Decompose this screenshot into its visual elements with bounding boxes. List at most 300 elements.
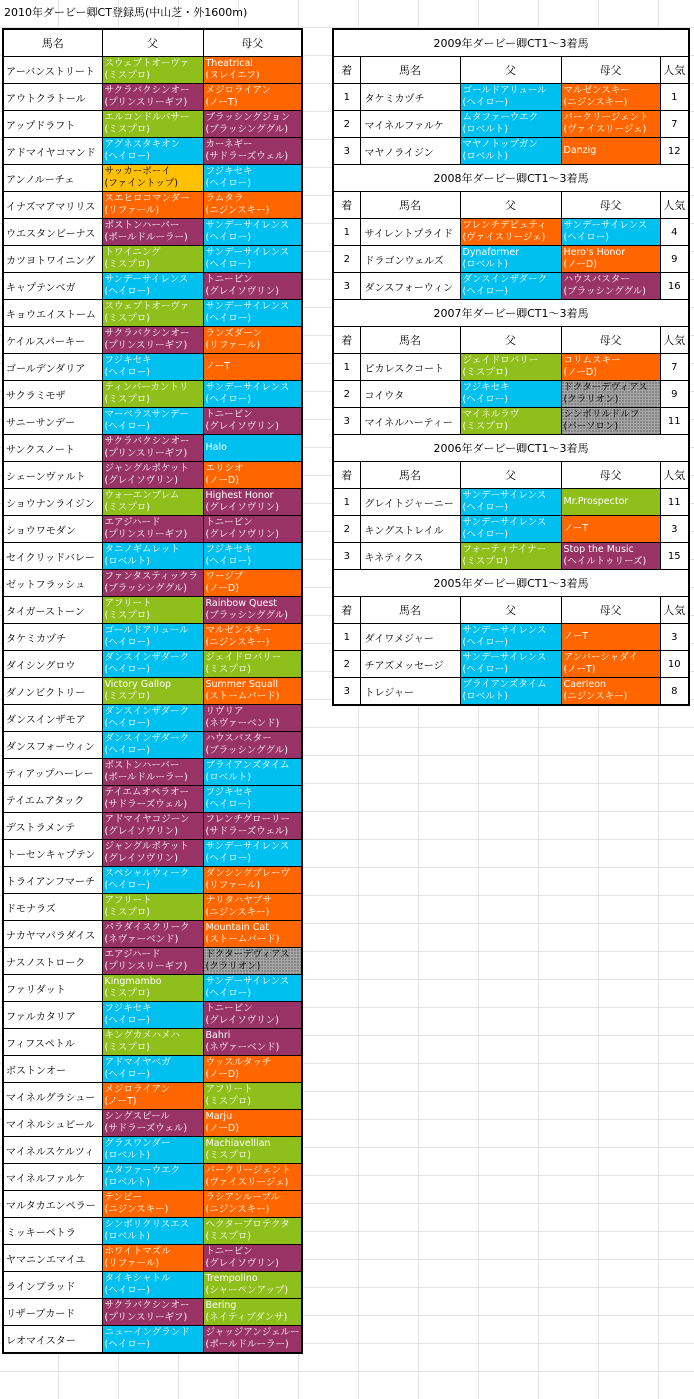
table-row — [3, 192, 302, 219]
table-row — [3, 813, 302, 840]
pedigree-line-lineage: (グレイソヴリン) — [205, 1015, 279, 1026]
pedigree-line-main: マルゼンスキー — [205, 625, 272, 636]
horse-name: ダンスインザモア — [3, 705, 102, 732]
pedigree-line-main: ランズダーン — [205, 328, 263, 339]
pedigree-line-main: パークリージェント — [563, 112, 649, 123]
horse-name: マイネルスケルツィ — [3, 1137, 102, 1164]
pedigree-line-lineage: (ミスプロ) — [104, 988, 150, 999]
column-header: 着 — [333, 327, 360, 354]
pedigree-line-main: フジキセキ — [462, 382, 510, 393]
pedigree-line-lineage: (ニジンスキー) — [205, 637, 270, 648]
horse-name: シェーンヴァルト — [3, 462, 102, 489]
horse-name: トライアンフマーチ — [3, 867, 102, 894]
table-row — [3, 219, 302, 246]
horse-name: キングストレイル — [360, 516, 460, 543]
broodmare-sire-cell — [203, 462, 302, 489]
popularity: 1 — [660, 84, 689, 111]
sire-cell — [102, 705, 203, 732]
pedigree-line-main: ジャングルポケット — [104, 841, 189, 852]
pedigree-line-main: テイエムオペラオー — [104, 787, 189, 798]
horse-name: ドラゴンウェルズ — [360, 246, 460, 273]
finish-position: 3 — [333, 678, 360, 706]
broodmare-sire-cell — [561, 516, 660, 543]
pedigree-line-main: Machiavellian — [205, 1138, 271, 1149]
table-row — [3, 732, 302, 759]
pedigree-line-lineage: (ミスプロ) — [104, 394, 150, 405]
sire-cell — [102, 84, 203, 111]
horse-name: タケミカヅチ — [3, 624, 102, 651]
pedigree-line-lineage: (ブラッシンググル) — [104, 583, 188, 594]
pedigree-line-main: Mr.Prospector — [563, 496, 629, 507]
broodmare-sire-cell — [203, 84, 302, 111]
pedigree-line-main: フジキセキ — [205, 787, 253, 798]
sire-cell — [102, 1002, 203, 1029]
horse-name: ダイワメジャー — [360, 624, 460, 651]
finish-position: 3 — [333, 408, 360, 435]
section-title-row — [333, 570, 689, 597]
table-row — [3, 246, 302, 273]
broodmare-sire-cell — [203, 894, 302, 921]
pedigree-line-lineage: (ボールドルーラー) — [205, 1339, 289, 1350]
broodmare-sire-cell — [561, 246, 660, 273]
pedigree-line-lineage: (ヘイロー) — [205, 313, 251, 324]
section-header-row — [333, 462, 689, 489]
horse-name: ショウワモダン — [3, 516, 102, 543]
pedigree-line-main: サクラバクシンオー — [104, 328, 190, 339]
pedigree-line-main: Danzig — [563, 145, 597, 156]
pedigree-line-lineage: (ストームバード) — [205, 691, 280, 702]
finish-position: 2 — [333, 246, 360, 273]
pedigree-line-main: Highest Honor — [205, 490, 274, 501]
section-header-row — [333, 192, 689, 219]
pedigree-line-lineage: (ヘイロー) — [104, 421, 150, 432]
pedigree-line-main: Bahri — [205, 1030, 231, 1041]
horse-name: マイネルグラシュー — [3, 1083, 102, 1110]
pedigree-line-lineage: (リファール) — [205, 880, 261, 891]
column-header: 人気 — [660, 462, 689, 489]
pedigree-line-main: Marju — [205, 1111, 233, 1122]
sire-cell — [460, 624, 561, 651]
pedigree-line-lineage: (ヘイロー) — [462, 97, 508, 108]
table-row — [3, 273, 302, 300]
table-row — [3, 1218, 302, 1245]
broodmare-sire-cell — [203, 1137, 302, 1164]
broodmare-sire-cell — [203, 705, 302, 732]
pedigree-line-main: ヘクタープロテクタ — [205, 1219, 290, 1230]
pedigree-line-main: ボストンハーバー — [104, 760, 180, 771]
pedigree-line-lineage: (ニジンスキー) — [205, 205, 270, 216]
pedigree-line-lineage: (ニジンスキー) — [104, 1204, 169, 1215]
broodmare-sire-cell — [203, 921, 302, 948]
horse-name: ゴールデンダリア — [3, 354, 102, 381]
finish-position: 1 — [333, 354, 360, 381]
sire-cell — [460, 354, 561, 381]
sire-cell — [102, 489, 203, 516]
pedigree-line-lineage: (リファール) — [104, 205, 160, 216]
header-broodmare-sire: 母父 — [203, 29, 302, 57]
pedigree-line-lineage: (ニジンスキー) — [563, 691, 628, 702]
table-row — [3, 786, 302, 813]
broodmare-sire-cell — [203, 57, 302, 84]
finish-position: 2 — [333, 651, 360, 678]
table-row — [3, 138, 302, 165]
section-header-row — [333, 327, 689, 354]
pedigree-line-lineage: (ヘイロー) — [104, 718, 150, 729]
sire-cell — [460, 543, 561, 570]
table-row — [3, 921, 302, 948]
result-row — [333, 84, 689, 111]
horse-name: ダノンビクトリー — [3, 678, 102, 705]
pedigree-line-lineage: (ノーD) — [205, 1069, 239, 1080]
pedigree-line-lineage: (ヘイロー) — [205, 259, 251, 270]
pedigree-line-lineage: (ヘイロー) — [205, 556, 251, 567]
pedigree-line-main: テンビー — [104, 1192, 142, 1203]
pedigree-line-main: フレンチグローリー — [205, 814, 291, 825]
column-header: 着 — [333, 597, 360, 624]
pedigree-line-lineage: (ノーD) — [205, 475, 239, 486]
sire-cell — [102, 840, 203, 867]
pedigree-line-lineage: (ミスプロ) — [205, 664, 251, 675]
pedigree-line-lineage: (ミスプロ) — [104, 70, 150, 81]
pedigree-line-main: サンデーサイレンス — [205, 976, 290, 987]
horse-name: ゼットフラッシュ — [3, 570, 102, 597]
pedigree-line-main: ドクターデヴィアス — [205, 949, 290, 960]
result-row — [333, 381, 689, 408]
broodmare-sire-cell — [203, 1326, 302, 1354]
pedigree-line-lineage: (ノーD) — [563, 367, 597, 378]
sire-cell — [460, 111, 561, 138]
pedigree-line-main: サクラバクシンオー — [104, 85, 190, 96]
pedigree-line-main: アドマイヤコジーン — [104, 814, 190, 825]
pedigree-line-main: ジャングルポケット — [104, 463, 189, 474]
pedigree-line-main: トワイニング — [104, 247, 161, 258]
pedigree-line-lineage: (ブラッシンググル) — [205, 124, 289, 135]
table-row — [3, 624, 302, 651]
pedigree-line-lineage: (ヘイロー) — [205, 799, 251, 810]
sire-cell — [102, 732, 203, 759]
pedigree-line-lineage: (ニジンスキー) — [563, 97, 628, 108]
horse-name: カツヨトワイニング — [3, 246, 102, 273]
broodmare-sire-cell — [203, 975, 302, 1002]
pedigree-line-lineage: (プリンスリーギフ) — [104, 448, 188, 459]
horse-name: グレイトジャーニー — [360, 489, 460, 516]
pedigree-line-main: サンデーサイレンス — [104, 274, 189, 285]
pedigree-line-lineage: (ロベルト) — [462, 259, 508, 270]
horse-name: ファリダット — [3, 975, 102, 1002]
table-row — [3, 1164, 302, 1191]
popularity: 9 — [660, 381, 689, 408]
pedigree-line-main: メジロライアン — [104, 1084, 171, 1095]
sire-cell — [102, 111, 203, 138]
pedigree-line-main: ムタファーウエク — [462, 112, 539, 123]
horse-name: ショウナンライジン — [3, 489, 102, 516]
pedigree-line-main: タニノギムレット — [104, 544, 180, 555]
header-horse-name: 馬名 — [3, 29, 102, 57]
pedigree-line-main: アグネスタキオン — [104, 139, 181, 150]
pedigree-line-main: ジェイドロバリー — [205, 652, 282, 663]
pedigree-line-main: リヴリア — [205, 706, 244, 717]
pedigree-line-main: Theatrical — [205, 58, 253, 69]
result-row — [333, 651, 689, 678]
pedigree-line-lineage: (ミスプロ) — [104, 691, 150, 702]
pedigree-line-main: エルコンドルパサー — [104, 112, 190, 123]
pedigree-line-main: アフリート — [104, 598, 152, 609]
horse-name: マイネルファルケ — [3, 1164, 102, 1191]
popularity: 4 — [660, 219, 689, 246]
broodmare-sire-cell — [203, 1164, 302, 1191]
column-header: 母父 — [561, 597, 660, 624]
horse-name: サイレントプライド — [360, 219, 460, 246]
popularity: 15 — [660, 543, 689, 570]
pedigree-line-lineage: (ネヴァーベンド) — [205, 718, 280, 729]
pedigree-line-lineage: (クラリオン) — [205, 961, 261, 972]
column-header: 母父 — [561, 57, 660, 84]
result-row — [333, 543, 689, 570]
horse-name: デストラメンテ — [3, 813, 102, 840]
pedigree-line-main: Kingmambo — [104, 976, 162, 987]
finish-position: 1 — [333, 84, 360, 111]
column-header: 馬名 — [360, 192, 460, 219]
broodmare-sire-cell — [203, 570, 302, 597]
horse-name: タケミカヅチ — [360, 84, 460, 111]
horse-name: キネティクス — [360, 543, 460, 570]
pedigree-line-main: ダンスインザダーク — [104, 706, 190, 717]
table-row — [3, 489, 302, 516]
broodmare-sire-cell — [203, 543, 302, 570]
pedigree-line-lineage: (ヘイロー) — [462, 637, 508, 648]
pedigree-line-main: マイネルラヴ — [462, 409, 520, 420]
horse-name: キャプテンベガ — [3, 273, 102, 300]
broodmare-sire-cell — [203, 1299, 302, 1326]
pedigree-line-lineage: (クラリオン) — [563, 394, 619, 405]
pedigree-line-main: Hero's Honor — [563, 247, 626, 258]
pedigree-line-main: ウッスルタッチ — [205, 1057, 272, 1068]
pedigree-line-main: Victory Gallop — [104, 679, 172, 690]
pedigree-line-lineage: (ヘイロー) — [104, 1015, 150, 1026]
pedigree-line-main: エアジハード — [104, 949, 161, 960]
section-header-row — [333, 597, 689, 624]
table-row — [3, 1083, 302, 1110]
broodmare-sire-cell — [203, 786, 302, 813]
pedigree-line-lineage: (ヘイロー) — [104, 151, 150, 162]
pedigree-line-main: Halo — [205, 442, 227, 453]
pedigree-line-lineage: (ロベルト) — [462, 151, 508, 162]
pedigree-line-lineage: (プリンスリーギフ) — [104, 97, 188, 108]
pedigree-line-lineage: (ロベルト) — [462, 124, 508, 135]
sire-cell — [460, 651, 561, 678]
horse-name: レオマイスター — [3, 1326, 102, 1354]
pedigree-line-lineage: (ロベルト) — [104, 1231, 150, 1242]
sire-cell — [460, 408, 561, 435]
pedigree-line-lineage: (ミスプロ) — [205, 1096, 251, 1107]
pedigree-line-main: ノーT — [563, 631, 589, 642]
section-title-row — [333, 165, 689, 192]
pedigree-line-lineage: (ヘイロー) — [104, 1339, 150, 1350]
broodmare-sire-cell — [561, 651, 660, 678]
finish-position: 1 — [333, 219, 360, 246]
sire-cell — [102, 786, 203, 813]
broodmare-sire-cell — [203, 354, 302, 381]
registered-horses-table — [2, 28, 303, 1354]
result-row — [333, 273, 689, 300]
section-title: 2005年ダービー卿CT1～3着馬 — [333, 570, 689, 597]
sire-cell — [102, 1326, 203, 1354]
broodmare-sire-cell — [203, 651, 302, 678]
pedigree-line-main: Bering — [205, 1300, 237, 1311]
horse-name: マイネルハーティー — [360, 408, 460, 435]
popularity: 12 — [660, 138, 689, 165]
finish-position: 1 — [333, 489, 360, 516]
sheet-title: 2010年ダービー卿CT登録馬(中山芝・外1600m) — [4, 6, 248, 19]
horse-name: ティアップハーレー — [3, 759, 102, 786]
pedigree-line-lineage: (ヘイロー) — [462, 394, 508, 405]
broodmare-sire-cell — [203, 840, 302, 867]
table-row — [3, 1029, 302, 1056]
pedigree-line-main: ダンスインザダーク — [462, 274, 548, 285]
sire-cell — [102, 624, 203, 651]
sire-cell — [102, 300, 203, 327]
column-header: 着 — [333, 192, 360, 219]
horse-name: アウトクラトール — [3, 84, 102, 111]
broodmare-sire-cell — [203, 381, 302, 408]
pedigree-line-main: スウェプトオーヴァ — [104, 58, 190, 69]
broodmare-sire-cell — [203, 408, 302, 435]
sire-cell — [102, 543, 203, 570]
pedigree-line-lineage: (リファール) — [104, 1258, 160, 1269]
pedigree-line-main: サンデーサイレンス — [462, 625, 547, 636]
horse-name: キョウエイストーム — [3, 300, 102, 327]
pedigree-line-main: コリムスキー — [563, 355, 621, 366]
table-row — [3, 705, 302, 732]
pedigree-line-lineage: (グレイソヴリン) — [104, 475, 178, 486]
broodmare-sire-cell — [203, 624, 302, 651]
pedigree-line-lineage: (サドラーズウェル) — [205, 826, 289, 837]
pedigree-line-main: トニービン — [205, 274, 253, 285]
pedigree-line-main: パークリージェント — [205, 1165, 291, 1176]
pedigree-line-main: サクラバクシンオー — [104, 1300, 190, 1311]
broodmare-sire-cell — [561, 489, 660, 516]
broodmare-sire-cell — [561, 381, 660, 408]
broodmare-sire-cell — [203, 516, 302, 543]
result-row — [333, 678, 689, 706]
broodmare-sire-cell — [561, 219, 660, 246]
broodmare-sire-cell — [203, 1029, 302, 1056]
pedigree-line-main: カーネギー — [205, 139, 253, 150]
table-row — [3, 381, 302, 408]
sire-cell — [460, 273, 561, 300]
table-row — [3, 1137, 302, 1164]
table-row — [3, 759, 302, 786]
pedigree-line-main: トニービン — [205, 1003, 253, 1014]
pedigree-line-main: ファンタスティックラ — [104, 571, 198, 582]
pedigree-line-main: トニービン — [205, 1246, 253, 1257]
pedigree-line-main: ワージブ — [205, 571, 244, 582]
broodmare-sire-cell — [203, 1083, 302, 1110]
pedigree-line-lineage: (ニジンスキー) — [205, 1204, 270, 1215]
broodmare-sire-cell — [561, 543, 660, 570]
table-row — [3, 165, 302, 192]
broodmare-sire-cell — [203, 759, 302, 786]
sire-cell — [102, 921, 203, 948]
horse-name: ナカヤマパラダイス — [3, 921, 102, 948]
pedigree-line-lineage: (グレイソヴリン) — [205, 421, 279, 432]
popularity: 3 — [660, 624, 689, 651]
broodmare-sire-cell — [203, 813, 302, 840]
column-header: 馬名 — [360, 327, 460, 354]
pedigree-line-main: アフリート — [104, 895, 152, 906]
pedigree-line-lineage: (パーソロン) — [563, 421, 619, 432]
pedigree-line-lineage: (ロベルト) — [104, 1150, 150, 1161]
pedigree-line-lineage: (サドラーズウェル) — [104, 799, 188, 810]
popularity: 11 — [660, 489, 689, 516]
pedigree-line-lineage: (ミスプロ) — [104, 259, 150, 270]
pedigree-line-main: フォーティナイナー — [462, 544, 547, 555]
pedigree-line-lineage: (ヘイロー) — [104, 880, 150, 891]
pedigree-line-lineage: (ミスプロ) — [104, 1042, 150, 1053]
section-header-row — [333, 57, 689, 84]
pedigree-line-lineage: (ノーT) — [563, 664, 596, 675]
finish-position: 2 — [333, 381, 360, 408]
pedigree-line-lineage: (ブラッシンググル) — [205, 745, 289, 756]
sire-cell — [102, 678, 203, 705]
pedigree-line-main: ホワイトマズル — [104, 1246, 171, 1257]
pedigree-line-lineage: (ヘイロー) — [104, 1069, 150, 1080]
table-row — [3, 1299, 302, 1326]
pedigree-line-main: フレンチデピュティ — [462, 220, 547, 231]
column-header: 人気 — [660, 57, 689, 84]
pedigree-line-lineage: (サドラーズウェル) — [104, 1123, 188, 1134]
pedigree-line-lineage: (シャーペンアップ) — [205, 1285, 289, 1296]
popularity: 7 — [660, 354, 689, 381]
table-row — [3, 597, 302, 624]
broodmare-sire-cell — [561, 273, 660, 300]
table-row — [3, 867, 302, 894]
sire-cell — [102, 462, 203, 489]
broodmare-sire-cell — [203, 678, 302, 705]
horse-name: トレジャー — [360, 678, 460, 706]
pedigree-line-main: マヤノトップガン — [462, 139, 538, 150]
horse-name: ヤマニンエマイユ — [3, 1245, 102, 1272]
column-header: 母父 — [561, 192, 660, 219]
table-row — [3, 894, 302, 921]
horse-name: フィフスペトル — [3, 1029, 102, 1056]
pedigree-line-main: マルゼンスキー — [563, 85, 630, 96]
sire-cell — [102, 1164, 203, 1191]
pedigree-line-lineage: (ネヴァーベンド) — [104, 934, 179, 945]
horse-name: イナズマアマリリス — [3, 192, 102, 219]
broodmare-sire-cell — [203, 1191, 302, 1218]
popularity: 8 — [660, 678, 689, 706]
pedigree-line-main: ブラッシングジョン — [205, 112, 291, 123]
sire-cell — [102, 1245, 203, 1272]
table-row — [3, 300, 302, 327]
pedigree-line-main: Mountain Cat — [205, 922, 269, 933]
table-row — [3, 543, 302, 570]
sire-cell — [102, 651, 203, 678]
pedigree-line-main: フジキセキ — [205, 544, 253, 555]
pedigree-line-main: Dynaformer — [462, 247, 520, 258]
pedigree-line-main: ハウスバスター — [205, 733, 272, 744]
section-title: 2008年ダービー卿CT1～3着馬 — [333, 165, 689, 192]
pedigree-line-lineage: (ヘイロー) — [563, 232, 609, 243]
pedigree-line-lineage: (プリンスリーギフ) — [104, 1312, 188, 1323]
column-header: 父 — [460, 192, 561, 219]
pedigree-line-main: ラムタラ — [205, 193, 244, 204]
horse-name: アンノルーチェ — [3, 165, 102, 192]
horse-name: ファルカタリア — [3, 1002, 102, 1029]
table-row — [3, 408, 302, 435]
sire-cell — [102, 948, 203, 975]
